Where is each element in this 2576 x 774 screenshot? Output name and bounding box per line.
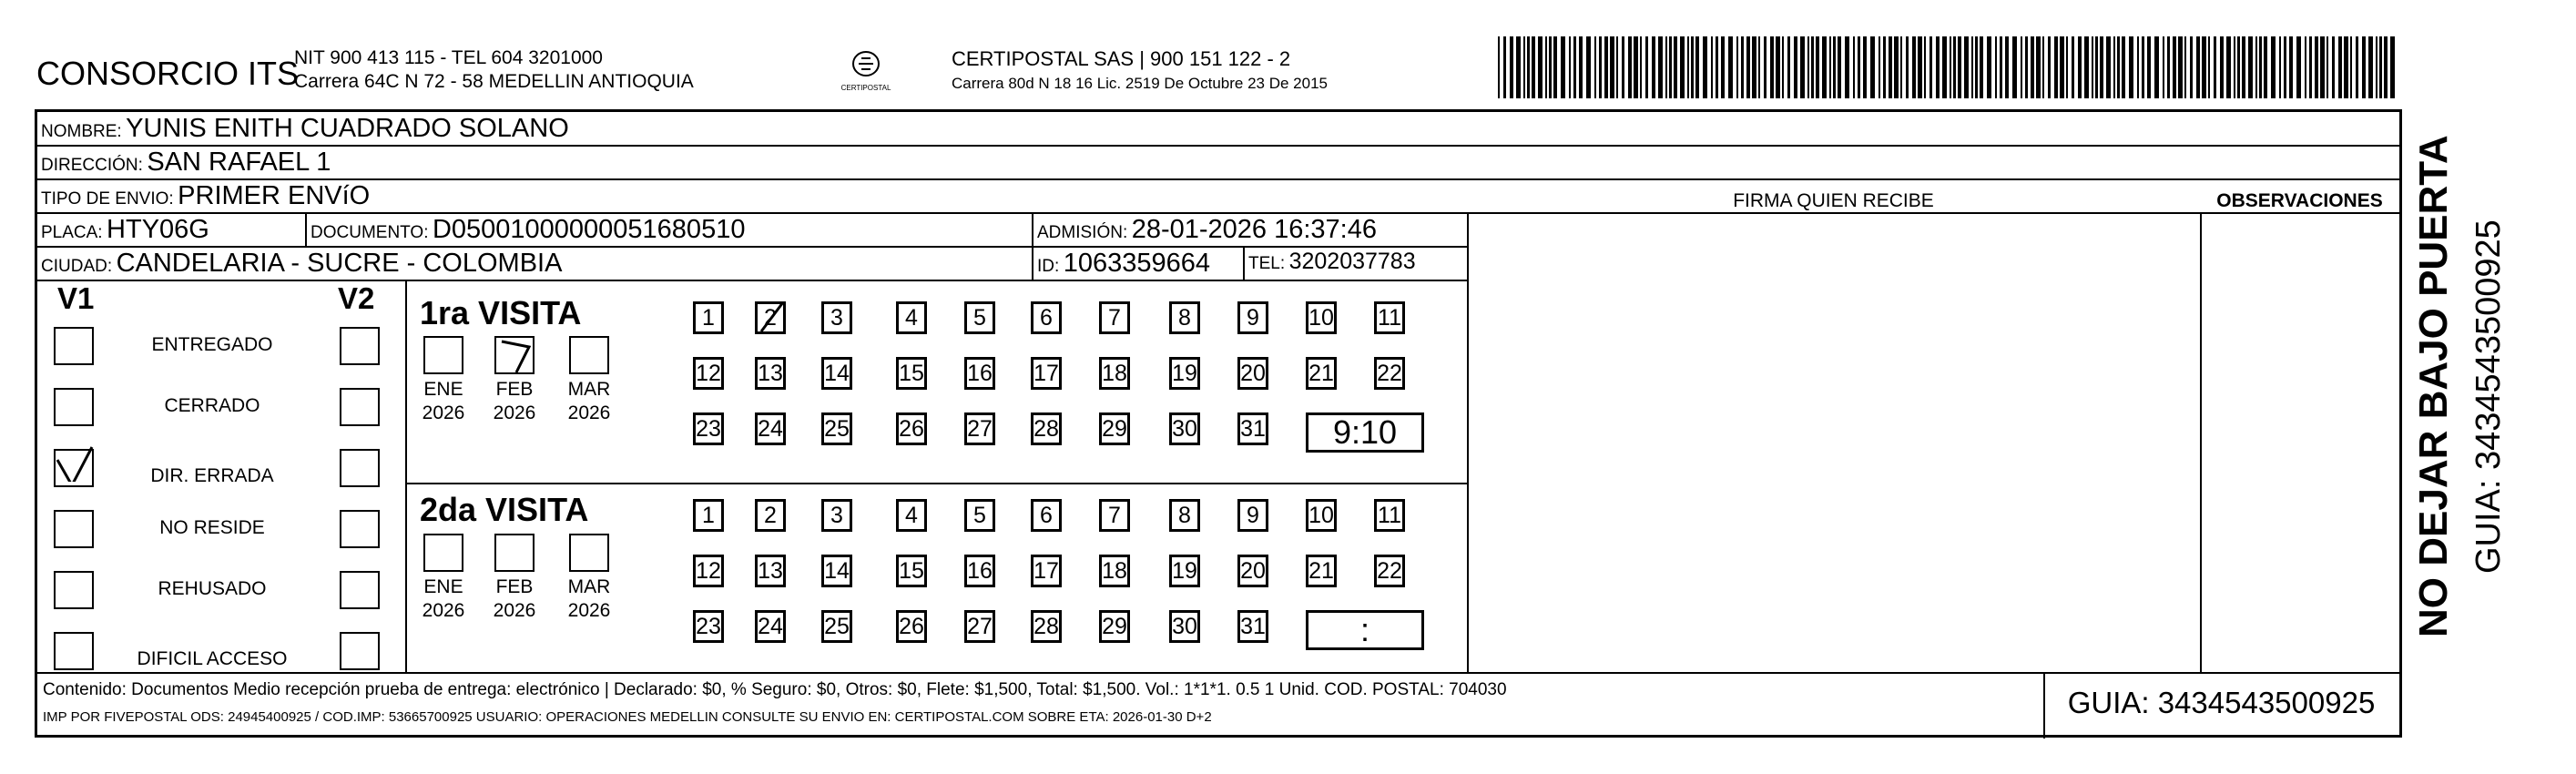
- status-option-label: REHUSADO: [158, 578, 267, 599]
- barcode-bar: [1579, 36, 1583, 98]
- barcode-bar: [1975, 36, 1978, 98]
- visit2-month-label: MAR 2026: [567, 576, 611, 621]
- barcode-bar: [1711, 36, 1713, 98]
- visit2-title: 2da VISITA: [420, 491, 589, 528]
- barcode-bar: [2163, 36, 2164, 98]
- barcode-bar: [1669, 36, 1672, 98]
- visit1-day-box[interactable]: 21: [1306, 357, 1337, 390]
- barcode-bar: [1645, 36, 1648, 98]
- barcode-bar: [2279, 36, 2281, 98]
- barcode-bar: [1527, 36, 1530, 98]
- barcode-bar: [2237, 36, 2240, 98]
- barcode-bar: [2031, 36, 2034, 98]
- barcode-bar: [1746, 36, 1750, 98]
- barcode-bar: [1811, 36, 1814, 98]
- barcode-bar: [1594, 36, 1596, 98]
- barcode-bar: [1879, 36, 1880, 98]
- visit2-month-label: ENE 2026: [422, 576, 465, 621]
- barcode-bar: [2054, 36, 2058, 98]
- barcode-bar: [1906, 36, 1909, 98]
- barcode-bar: [2379, 36, 2382, 98]
- visit1-day-box[interactable]: 7: [1099, 301, 1130, 334]
- visit1-day-box[interactable]: 31: [1237, 412, 1268, 445]
- barcode-bar: [1628, 36, 1632, 98]
- visit2-month-checkbox[interactable]: [494, 534, 535, 572]
- barcode-bar: [1573, 36, 1576, 98]
- certipostal-logo: [834, 46, 898, 100]
- barcode-bar: [1964, 36, 1969, 98]
- visit2-day-box[interactable]: 20: [1237, 555, 1268, 587]
- barcode-bar: [1995, 36, 1997, 98]
- status-option-label: DIR. ERRADA: [150, 465, 274, 486]
- visit1-day-box[interactable]: 25: [821, 412, 852, 445]
- carrier-address: Carrera 80d N 18 16 Lic. 2519 De Octubre 23 De 2015: [952, 75, 1328, 92]
- visit1-day-box[interactable]: 16: [964, 357, 995, 390]
- barcode-bar: [1918, 36, 1922, 98]
- visit1-day-box[interactable]: 12: [693, 357, 724, 390]
- side-guia: GUIA: 3434543500925: [2469, 219, 2508, 574]
- visit1-day-box[interactable]: 3: [821, 301, 852, 334]
- barcode-bar: [1498, 36, 1500, 98]
- barcode-bar: [2100, 36, 2103, 98]
- barcode-bar: [2021, 36, 2022, 98]
- barcode-bar: [2066, 36, 2068, 98]
- barcode-bar: [2048, 36, 2051, 98]
- barcode-bar: [1794, 36, 1797, 98]
- visit2-time-box[interactable]: :: [1306, 610, 1424, 650]
- visit1-day-box[interactable]: 2: [755, 301, 786, 334]
- ciudad-label: CIUDAD:: [41, 257, 113, 276]
- visit1-day-box[interactable]: 27: [964, 412, 995, 445]
- placa-value: HTY06G: [107, 215, 209, 244]
- barcode-bar: [1549, 36, 1552, 98]
- barcode-bar: [2137, 36, 2139, 98]
- v1-checkbox[interactable]: [54, 571, 94, 609]
- barcode-bar: [1782, 36, 1784, 98]
- barcode-bar: [2368, 36, 2373, 98]
- barcode-bar: [2376, 36, 2377, 98]
- direccion-label: DIRECCIÓN:: [41, 156, 143, 175]
- documento-value: D05001000000051680510: [432, 215, 746, 244]
- documento-label: DOCUMENTO:: [311, 223, 429, 242]
- barcode-bar: [1980, 36, 1983, 98]
- check-mark-icon: [54, 443, 94, 482]
- barcode-bar: [2350, 36, 2352, 98]
- barcode-bar: [1716, 36, 1718, 98]
- visit2-day-box[interactable]: 13: [755, 555, 786, 587]
- visit1-day-box[interactable]: 30: [1169, 412, 1200, 445]
- barcode-bar: [1674, 36, 1677, 98]
- footer-guia: GUIA: 3434543500925: [2067, 686, 2376, 719]
- barcode-bar: [1695, 36, 1699, 98]
- visit2-day-box[interactable]: 28: [1031, 610, 1062, 643]
- visit2-day-box[interactable]: 22: [1374, 555, 1405, 587]
- barcode-bar: [2226, 36, 2231, 98]
- barcode-bar: [2248, 36, 2253, 98]
- v2-checkbox[interactable]: [340, 327, 380, 365]
- visit2-day-box[interactable]: 19: [1169, 555, 1200, 587]
- barcode-bar: [1870, 36, 1875, 98]
- admision-label: ADMISIÓN:: [1037, 223, 1128, 242]
- barcode-bar: [2190, 36, 2193, 98]
- barcode-bar: [1752, 36, 1756, 98]
- barcode-bar: [1545, 36, 1547, 98]
- barcode-bar: [1950, 36, 1951, 98]
- status-option-label: CERRADO: [164, 395, 260, 416]
- barcode-bar: [2036, 36, 2041, 98]
- barcode-bar: [1640, 36, 1642, 98]
- tel-label: TEL:: [1248, 254, 1286, 273]
- barcode-bar: [2167, 36, 2170, 98]
- barcode-bar: [1889, 36, 1892, 98]
- barcode-bar: [2025, 36, 2028, 98]
- barcode-bar: [2332, 36, 2335, 98]
- barcode-bar: [2042, 36, 2044, 98]
- barcode-bar: [2264, 36, 2267, 98]
- barcode-bar: [2113, 36, 2115, 98]
- visit1-day-box[interactable]: 4: [896, 301, 927, 334]
- barcode-bar: [1532, 36, 1535, 98]
- barcode-bar: [2147, 36, 2151, 98]
- barcode-bar: [2078, 36, 2082, 98]
- barcode-bar: [1523, 36, 1525, 98]
- visit2-day-box[interactable]: 8: [1169, 499, 1200, 532]
- tipo-envio-value: PRIMER ENVíO: [178, 181, 371, 210]
- barcode-bar: [2214, 36, 2216, 98]
- visit1-month-label: MAR 2026: [567, 379, 611, 423]
- barcode-bar: [2202, 36, 2206, 98]
- visit1-day-box[interactable]: 14: [821, 357, 852, 390]
- visit2-day-box[interactable]: 1: [693, 499, 724, 532]
- visit2-day-box[interactable]: 17: [1031, 555, 1062, 587]
- barcode-bar: [1770, 36, 1774, 98]
- visit2-day-box[interactable]: 24: [755, 610, 786, 643]
- placa-label: PLACA:: [41, 223, 103, 242]
- barcode-bar: [2390, 36, 2395, 98]
- ciudad-value: CANDELARIA - SUCRE - COLOMBIA: [116, 249, 563, 278]
- barcode-bar: [1858, 36, 1860, 98]
- visit2-month-checkbox[interactable]: [569, 534, 609, 572]
- barcode-bar: [1503, 36, 1506, 98]
- barcode-bar: [2095, 36, 2098, 98]
- status-option-label: NO RESIDE: [159, 517, 265, 538]
- tipo-envio-label: TIPO DE ENVIO:: [41, 189, 174, 209]
- barcode-bar: [2173, 36, 2176, 98]
- barcode-bar: [1703, 36, 1707, 98]
- barcode-bar: [1764, 36, 1767, 98]
- visit1-day-box[interactable]: 28: [1031, 412, 1062, 445]
- visit1-day-box[interactable]: 10: [1306, 301, 1337, 334]
- barcode-bar: [1553, 36, 1557, 98]
- barcode-bar: [2255, 36, 2257, 98]
- shipping-form: [35, 109, 2402, 738]
- barcode-bar: [2106, 36, 2111, 98]
- check-mark-icon: [756, 300, 787, 333]
- visit2-day-box[interactable]: 31: [1237, 610, 1268, 643]
- barcode-bar: [1829, 36, 1831, 98]
- visit2-day-box[interactable]: 6: [1031, 499, 1062, 532]
- barcode-bar: [1622, 36, 1624, 98]
- barcode-bar: [1787, 36, 1790, 98]
- barcode-bar: [2338, 36, 2342, 98]
- visit2-day-box[interactable]: 16: [964, 555, 995, 587]
- tel-value: 3202037783: [1288, 249, 1416, 274]
- visit2-month-checkbox[interactable]: [423, 534, 463, 572]
- barcode-bar: [1599, 36, 1602, 98]
- visit1-day-box[interactable]: 8: [1169, 301, 1200, 334]
- barcode-bar: [1728, 36, 1733, 98]
- barcode-bar: [1510, 36, 1513, 98]
- barcode-bar: [1758, 36, 1760, 98]
- barcode-bar: [2362, 36, 2366, 98]
- barcode-bar: [1516, 36, 1521, 98]
- barcode-bar: [1776, 36, 1780, 98]
- visit2-day-box[interactable]: 14: [821, 555, 852, 587]
- visit2-day-box[interactable]: 27: [964, 610, 995, 643]
- barcode-bar: [2012, 36, 2017, 98]
- visit1-month-label: FEB 2026: [493, 379, 536, 423]
- barcode-bar: [1741, 36, 1744, 98]
- barcode-bar: [1853, 36, 1855, 98]
- barcode-bar: [2129, 36, 2133, 98]
- visit2-day-box[interactable]: 3: [821, 499, 852, 532]
- barcode-bar: [1721, 36, 1725, 98]
- v1-checkbox[interactable]: [54, 388, 94, 426]
- barcode-bar: [2309, 36, 2312, 98]
- barcode-bar: [1634, 36, 1638, 98]
- barcode-bar: [1538, 36, 1543, 98]
- visit1-day-box[interactable]: 22: [1374, 357, 1405, 390]
- v1-checkbox[interactable]: [54, 327, 94, 365]
- visit2-day-box[interactable]: 9: [1237, 499, 1268, 532]
- v1-checkbox[interactable]: [54, 632, 94, 670]
- visit2-day-box[interactable]: 12: [693, 555, 724, 587]
- company-name: CONSORCIO ITS: [36, 55, 300, 92]
- barcode-bar: [2296, 36, 2301, 98]
- v1-checkbox[interactable]: [54, 449, 94, 487]
- visit1-day-box[interactable]: 15: [896, 357, 927, 390]
- id-value: 1063359664: [1063, 249, 1211, 278]
- visit1-time-box[interactable]: 9:10: [1306, 412, 1424, 453]
- footer-contenido: Contenido: Documentos Medio recepción prueba de entrega: electrónico | Declarado: $0, % Seguro: $0, Otros: $0, Flete: $1,500, Total: $1,500. Vol.: 1*1*1. 0.5 1 Unid. COD. POSTAL: 704030: [43, 680, 1507, 699]
- visit1-day-box[interactable]: 11: [1374, 301, 1405, 334]
- barcode-bar: [1929, 36, 1932, 98]
- barcode-bar: [2178, 36, 2183, 98]
- v1-label: V1: [57, 281, 95, 315]
- barcode-bar: [1822, 36, 1827, 98]
- visit2-day-box[interactable]: 18: [1099, 555, 1130, 587]
- barcode-bar: [2271, 36, 2276, 98]
- barcode-bar: [1807, 36, 1809, 98]
- barcode-bar: [1900, 36, 1902, 98]
- barcode-bar: [2242, 36, 2245, 98]
- visit2-month-label: FEB 2026: [493, 576, 536, 621]
- company-address: Carrera 64C N 72 - 58 MEDELLIN ANTIOQUIA: [294, 71, 694, 92]
- barcode-bar: [2305, 36, 2306, 98]
- nombre-label: NOMBRE:: [41, 122, 122, 141]
- barcode-bar: [1942, 36, 1947, 98]
- barcode-bar: [1561, 36, 1565, 98]
- barcode-bar: [1800, 36, 1805, 98]
- barcode-bar: [1912, 36, 1916, 98]
- barcode-bar: [1604, 36, 1608, 98]
- barcode-bar: [1816, 36, 1819, 98]
- visit1-month-checkbox[interactable]: [569, 336, 609, 374]
- barcode-bar: [1569, 36, 1571, 98]
- barcode-bar: [2356, 36, 2358, 98]
- visit2-day-box[interactable]: 4: [896, 499, 927, 532]
- status-option-label: ENTREGADO: [151, 334, 273, 355]
- visit1-day-box[interactable]: 1: [693, 301, 724, 334]
- firma-header: FIRMA QUIEN RECIBE: [1733, 190, 1934, 211]
- barcode-bar: [1936, 36, 1940, 98]
- barcode-bar: [2084, 36, 2089, 98]
- visit1-day-box[interactable]: 5: [964, 301, 995, 334]
- visit2-day-box[interactable]: 25: [821, 610, 852, 643]
- direccion-value: SAN RAFAEL 1: [147, 148, 331, 177]
- visit2-day-box[interactable]: 10: [1306, 499, 1337, 532]
- barcode-bar: [1883, 36, 1886, 98]
- barcode-bar: [2384, 36, 2388, 98]
- barcode-bar: [1833, 36, 1836, 98]
- barcode-bar: [1894, 36, 1899, 98]
- logo-text: CERTIPOSTAL: [840, 84, 891, 92]
- barcode-bar: [1652, 36, 1655, 98]
- nombre-value: YUNIS ENITH CUADRADO SOLANO: [126, 114, 569, 143]
- barcode-bar: [2154, 36, 2159, 98]
- v2-checkbox[interactable]: [340, 571, 380, 609]
- visit1-day-box[interactable]: 29: [1099, 412, 1130, 445]
- id-label: ID:: [1037, 257, 1060, 276]
- barcode-bar: [2117, 36, 2120, 98]
- barcode-bar: [2000, 36, 2002, 98]
- barcode-bar: [2142, 36, 2144, 98]
- visit2-day-box[interactable]: 2: [755, 499, 786, 532]
- barcode-bar: [1665, 36, 1667, 98]
- visit1-month-label: ENE 2026: [422, 379, 465, 423]
- barcode-bar: [2122, 36, 2125, 98]
- barcode-bar: [1953, 36, 1956, 98]
- barcode-bar: [1845, 36, 1849, 98]
- barcode-bar: [1687, 36, 1689, 98]
- barcode-bar: [2259, 36, 2262, 98]
- visit1-day-box[interactable]: 13: [755, 357, 786, 390]
- barcode-bar: [2220, 36, 2224, 98]
- barcode-bar: [2344, 36, 2348, 98]
- visit1-day-box[interactable]: 20: [1237, 357, 1268, 390]
- barcode-bar: [2184, 36, 2186, 98]
- barcode-bar: [2005, 36, 2009, 98]
- v2-label: V2: [338, 281, 375, 315]
- barcode-bar: [2092, 36, 2093, 98]
- barcode-bar: [2315, 36, 2318, 98]
- barcode-bar: [1924, 36, 1926, 98]
- visit2-day-box[interactable]: 5: [964, 499, 995, 532]
- no-dejar-bajo-puerta: NO DEJAR BAJO PUERTA: [2411, 135, 2456, 637]
- footer-imp: IMP POR FIVEPOSTAL ODS: 24945400925 / COD.IMP: 53665700925 USUARIO: OPERACIONES MEDELLIN CONSULTE SU ENVIO EN: CERTIPOSTAL.COM SOBRE ETA: 2026-01-30 D+2: [43, 709, 1212, 725]
- check-mark-icon: [496, 338, 536, 376]
- visit1-month-checkbox[interactable]: [423, 336, 463, 374]
- barcode-bar: [2284, 36, 2286, 98]
- v2-checkbox[interactable]: [340, 510, 380, 548]
- barcode-bar: [2208, 36, 2210, 98]
- barcode-bar: [1691, 36, 1694, 98]
- barcode: [1498, 36, 2399, 98]
- company-nit-tel: NIT 900 413 115 - TEL 604 3201000: [294, 47, 603, 68]
- visit2-day-box[interactable]: 11: [1374, 499, 1405, 532]
- barcode-bar: [1616, 36, 1618, 98]
- admision-value: 28-01-2026 16:37:46: [1131, 215, 1377, 244]
- visit2-day-box[interactable]: 29: [1099, 610, 1130, 643]
- visit1-day-box[interactable]: 17: [1031, 357, 1062, 390]
- barcode-bar: [1736, 36, 1738, 98]
- visit1-day-box[interactable]: 9: [1237, 301, 1268, 334]
- barcode-bar: [1586, 36, 1591, 98]
- visit2-day-box[interactable]: 23: [693, 610, 724, 643]
- v2-checkbox[interactable]: [340, 632, 380, 670]
- barcode-bar: [1958, 36, 1961, 98]
- barcode-bar: [2196, 36, 2200, 98]
- barcode-bar: [1863, 36, 1867, 98]
- visit1-title: 1ra VISITA: [420, 294, 582, 331]
- visit1-day-box[interactable]: 6: [1031, 301, 1062, 334]
- barcode-bar: [1971, 36, 1973, 98]
- barcode-bar: [1838, 36, 1841, 98]
- visit1-month-checkbox[interactable]: [494, 336, 535, 374]
- observaciones-header: OBSERVACIONES: [2216, 190, 2383, 211]
- barcode-bar: [2320, 36, 2325, 98]
- carrier-name: CERTIPOSTAL SAS | 900 151 122 - 2: [952, 47, 1291, 70]
- visit2-day-box[interactable]: 30: [1169, 610, 1200, 643]
- barcode-bar: [1610, 36, 1614, 98]
- visit2-day-box[interactable]: 26: [896, 610, 927, 643]
- v2-checkbox[interactable]: [340, 449, 380, 487]
- barcode-bar: [1658, 36, 1663, 98]
- visit1-day-box[interactable]: 26: [896, 412, 927, 445]
- visit1-day-box[interactable]: 24: [755, 412, 786, 445]
- barcode-bar: [2234, 36, 2235, 98]
- status-option-label: DIFICIL ACCESO: [137, 648, 288, 669]
- v1-checkbox[interactable]: [54, 510, 94, 548]
- visit1-day-box[interactable]: 23: [693, 412, 724, 445]
- barcode-bar: [1680, 36, 1685, 98]
- v2-checkbox[interactable]: [340, 388, 380, 426]
- visit1-day-box[interactable]: 19: [1169, 357, 1200, 390]
- barcode-bar: [2072, 36, 2074, 98]
- visit1-day-box[interactable]: 18: [1099, 357, 1130, 390]
- barcode-bar: [2060, 36, 2064, 98]
- visit2-day-box[interactable]: 7: [1099, 499, 1130, 532]
- barcode-bar: [2289, 36, 2293, 98]
- visit2-day-box[interactable]: 15: [896, 555, 927, 587]
- barcode-bar: [1987, 36, 1991, 98]
- visit2-day-box[interactable]: 21: [1306, 555, 1337, 587]
- barcode-bar: [2327, 36, 2328, 98]
